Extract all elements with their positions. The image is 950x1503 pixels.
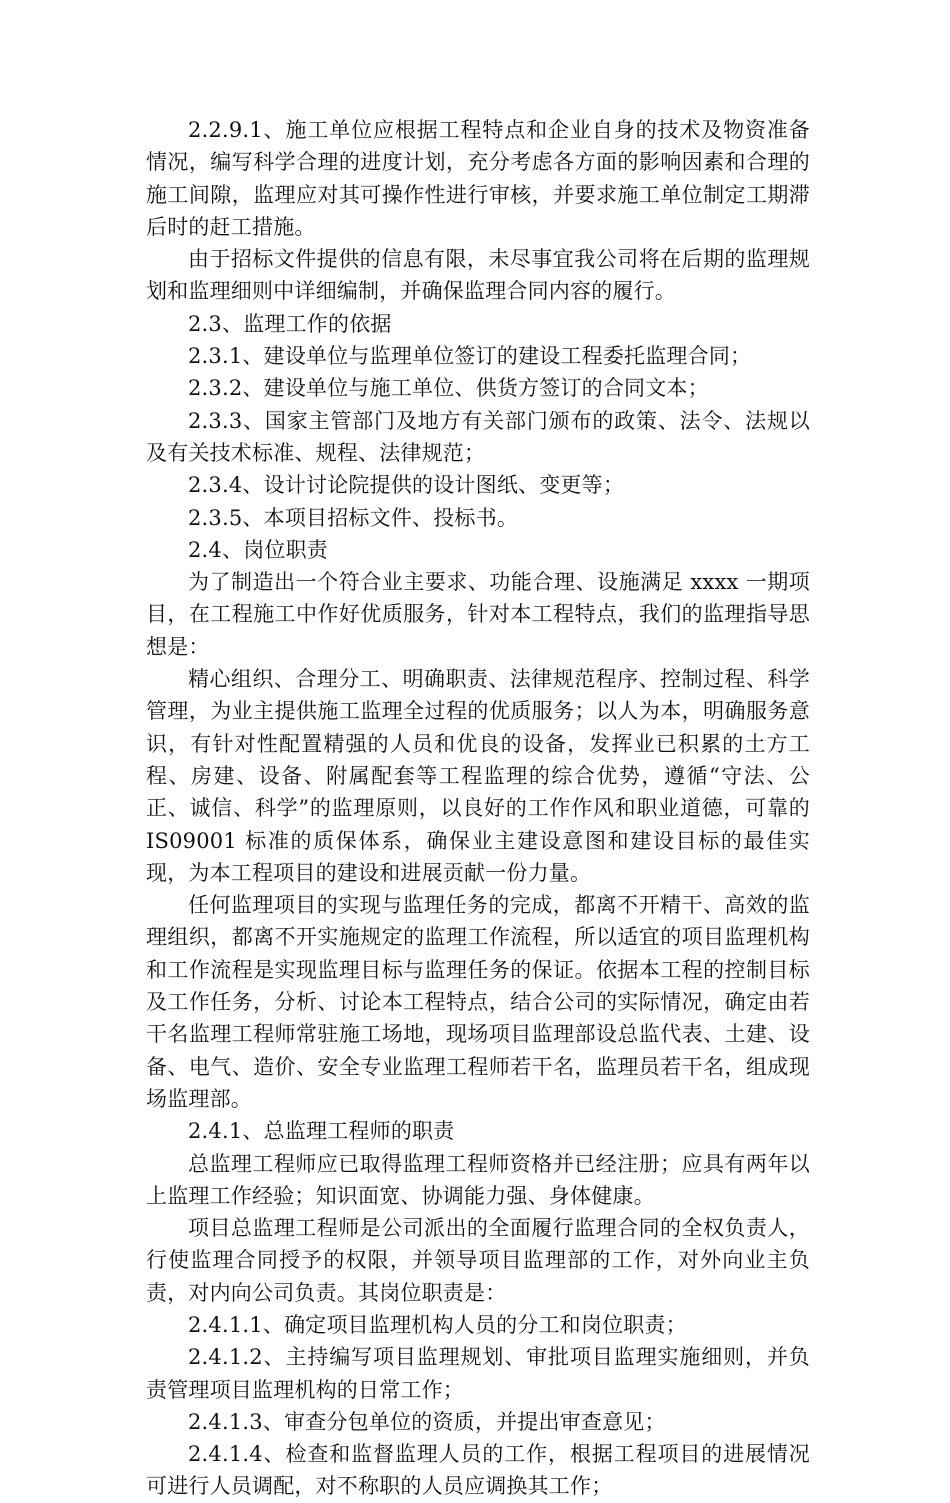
paragraph-organization: 任何监理项目的实现与监理任务的完成，都离不开精干、高效的监理组织，都离不开实施规定的监理工作流程，所以适宜的项目监理机构和工作流程是实现监理目标与监理任务的保证。依据本工程的控制目标及工作任务，分析、讨论本工程特点，结合公司的实际情况，确定由若干名监理工程师常驻施工场地，现场项目监理部设总监代表、土建、设备、电气、造价、安全专业监理工程师若干名，监理员若干名，组成现场监理部。 (146, 893, 810, 1111)
paragraph-2-3-3: 2.3.3、国家主管部门及地方有关部门颁布的政策、法令、法规以及有关技术标准、规程、法律规范； (146, 408, 810, 465)
paragraph-2-2-9-1: 2.2.9.1、施工单位应根据工程特点和企业自身的技术及物资准备情况，编写科学合理的进度计划，充分考虑各方面的影响因素和合理的施工间隙，监理应对其可操作性进行审核，并要求施工单位制定工期滞后时的赶工措施。 (146, 118, 810, 239)
paragraph-guiding-goal: 为了制造出一个符合业主要求、功能合理、设施满足 xxxx 一期项目，在工程施工中作好优质服务，针对本工程特点，我们的监理指导思想是： (146, 570, 810, 659)
paragraph-tender-info: 由于招标文件提供的信息有限，未尽事宜我公司将在后期的监理规划和监理细则中详细编制，并确保监理合同内容的履行。 (146, 247, 810, 304)
paragraph-2-4-1-4: 2.4.1.4、检查和监督监理人员的工作，根据工程项目的进展情况可进行人员调配，对不称职的人员应调换其工作； (146, 1442, 810, 1499)
paragraph-2-3-4: 2.3.4、设计讨论院提供的设计图纸、变更等； (188, 473, 625, 498)
heading-2-4-1: 2.4.1、总监理工程师的职责 (188, 1119, 455, 1144)
paragraph-2-3-2: 2.3.2、建设单位与施工单位、供货方签订的合同文本； (188, 376, 709, 401)
paragraph-2-3-5: 2.3.5、本项目招标文件、投标书。 (188, 505, 519, 530)
heading-2-4: 2.4、岗位职责 (188, 537, 328, 562)
paragraph-guiding-principles: 精心组织、合理分工、明确职责、法律规范程序、控制过程、科学管理，为业主提供施工监理全过程的优质服务；以人为本，明确服务意识，有针对性配置精强的人员和优良的设备，发挥业已积累的土方工程、房建、设备、附属配套等工程监理的综合优势，遵循“守法、公正、诚信、科学”的监理原则，以良好的工作作风和职业道德，可靠的 IS09001 标准的质保体系，确保业主建设意图和建设目标的最佳实现，为本工程项目的建设和进展贡献一份力量。 (146, 667, 810, 885)
paragraph-2-4-1-3: 2.4.1.3、审查分包单位的资质，并提出审查意见； (188, 1409, 666, 1434)
paragraph-2-3-1: 2.3.1、建设单位与监理单位签订的建设工程委托监理合同； (188, 344, 752, 369)
paragraph-2-4-1-2: 2.4.1.2、主持编写项目监理规划、审批项目监理实施细则，并负责管理项目监理机构的日常工作； (146, 1345, 810, 1402)
paragraph-chief-role: 项目总监理工程师是公司派出的全面履行监理合同的全权负责人，行使监理合同授予的权限，并领导项目监理部的工作，对外向业主负责，对内向公司负责。其岗位职责是： (146, 1216, 810, 1305)
document-body (146, 114, 810, 1503)
heading-2-3: 2.3、监理工作的依据 (188, 311, 392, 336)
paragraph-2-4-1-1: 2.4.1.1、确定项目监理机构人员的分工和岗位职责； (188, 1312, 687, 1337)
paragraph-chief-qualifications: 总监理工程师应已取得监理工程师资格并已经注册；应具有两年以上监理工作经验；知识面宽、协调能力强、身体健康。 (146, 1151, 810, 1208)
